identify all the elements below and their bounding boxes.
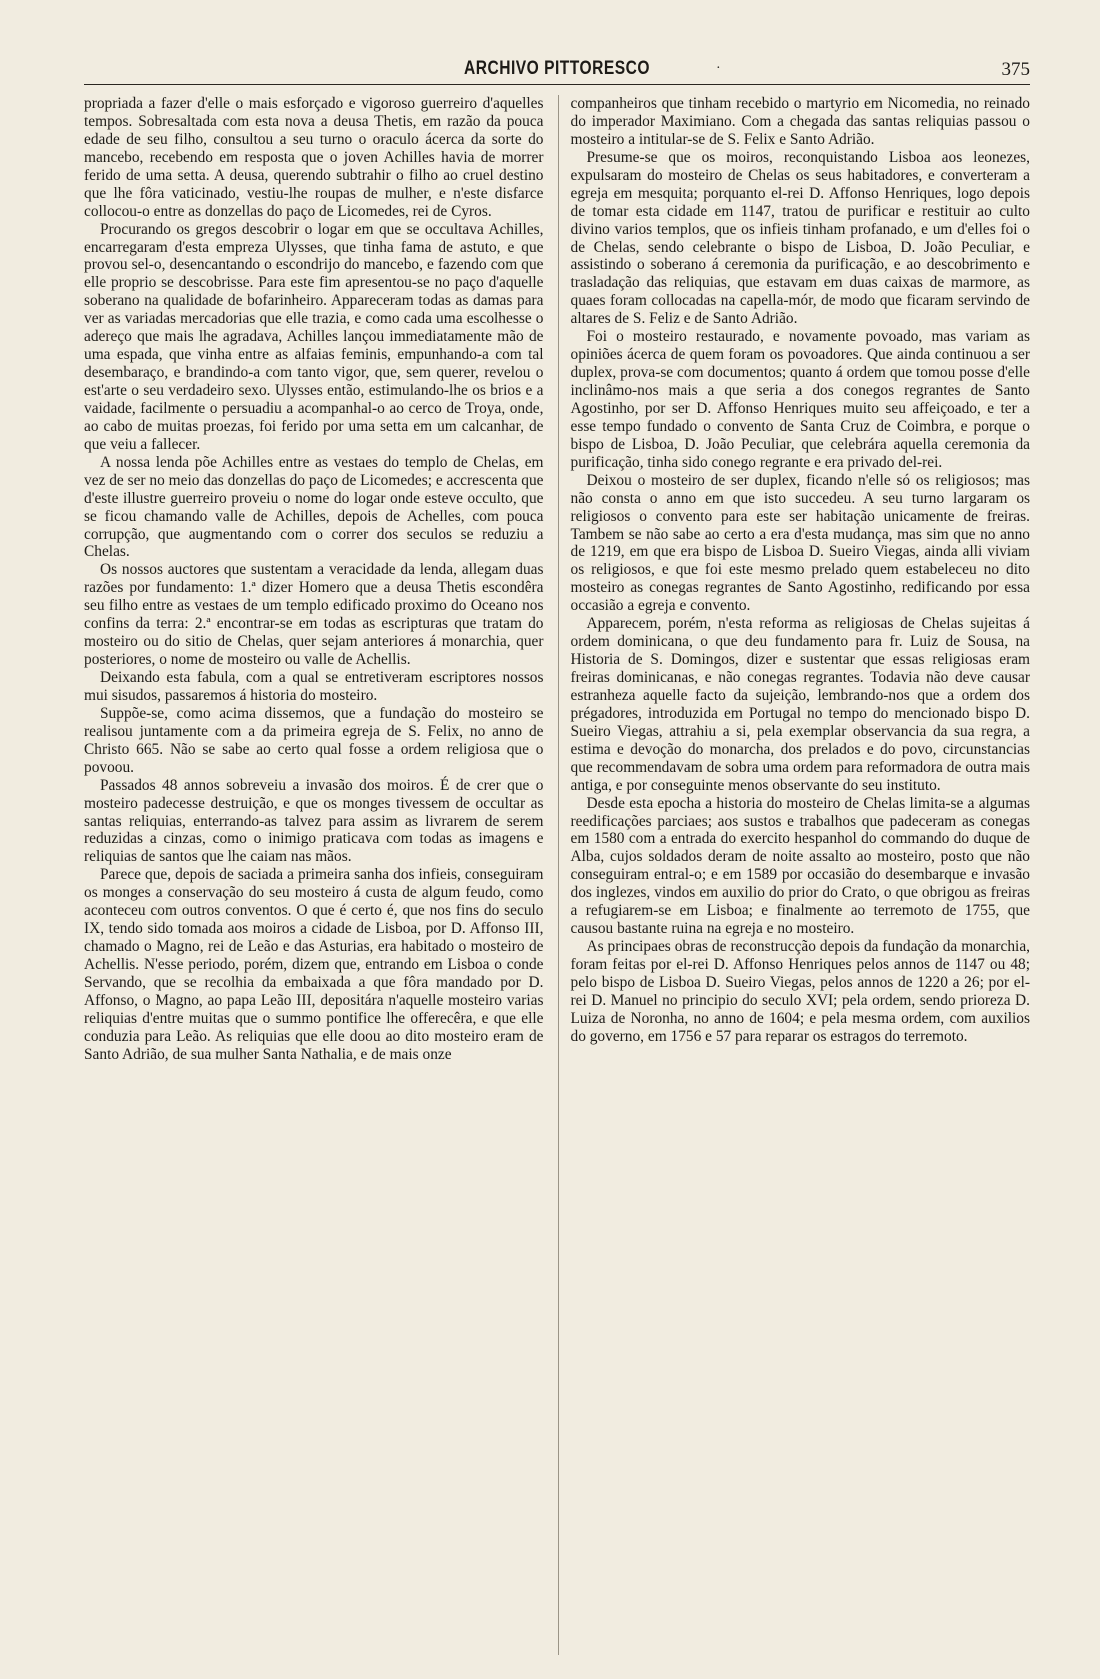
running-title: ARCHIVO PITTORESCO bbox=[463, 58, 651, 79]
paragraph: Deixando esta fabula, com a qual se entretiveram escriptores nossos mui sisudos, passaremos á historia do mosteiro. bbox=[84, 669, 544, 704]
paragraph: Os nossos auctores que sustentam a veracidade da lenda, allegam duas razões por fundamento: 1.ª dizer Homero que a deusa Thetis escondêra seu filho entre as vestaes de um templo edificado proximo do Oceano nos confins da terra: 2.ª encontrar-se em todas as escripturas que tratam do mosteiro ou do sitio de Chelas, quer sejam anteriores á monarchia, quer posteriores, o nome de mosteiro ou valle de Achellis. bbox=[84, 561, 544, 669]
running-header bbox=[84, 58, 1030, 85]
paragraph: As principaes obras de reconstrucção depois da fundação da monarchia, foram feitas por el-rei D. Affonso Henriques pelos annos de 1147 ou 48; pelo bispo de Lisboa D. Sueiro Viegas, pelos annos de 1220 a 26; por el-rei D. Manuel no principio do seculo XVI; pela ordem, sendo prioreza D. Luiza de Noronha, no anno de 1604; e pela mesma ordem, com auxilios do governo, em 1756 e 57 para reparar os estragos do terremoto. bbox=[570, 938, 1030, 1045]
paragraph: Presume-se que os moiros, reconquistando Lisboa aos leonezes, expulsaram do mosteiro de Chelas os seus habitadores, e converteram a egreja em mesquita; porquanto el-rei D. Affonso Henriques, logo depois de tomar esta cidade em 1147, tratou de purificar e restituir ao culto divino varios templos, que os infieis tinham profanado, e um d'elles foi o de Chelas, sendo celebrante o bispo de Lisboa, D. João Peculiar, e assistindo o soberano á ceremonia da purificação, e ao descobrimento e trasladação das reliquias, que estavam em duas caixas de marmore, as quaes foram collocadas na capella-mór, de modo que ficaram servindo de altares de S. Feliz e de Santo Adrião. bbox=[570, 148, 1030, 328]
page-number: 375 bbox=[1001, 59, 1030, 80]
paragraph: Desde esta epocha a historia do mosteiro de Chelas limita-se a algumas reedificações parciaes; aos sustos e trabalhos que padeceram as conegas em 1580 com a entrada do exercito hespanhol do commando do duque de Alba, cujos soldados deram de noite assalto ao mosteiro, posto que não conseguiram entral-o; e em 1589 por occasião do desembarque e invasão dos inglezes, vindos em auxilio do prior do Crato, o que obrigou as freiras a refugiarem-se em Lisboa; e finalmente ao terremoto de 1755, que causou bastante ruina na egreja e no mosteiro. bbox=[570, 794, 1030, 938]
paragraph: Apparecem, porém, n'esta reforma as religiosas de Chelas sujeitas á ordem dominicana, o que deu fundamento para fr. Luiz de Sousa, na Historia de S. Domingos, dizer e sustentar que essas religiosas eram freiras dominicanas, e não conegas regrantes. Todavia não deve causar estranheza aquelle facto da sujeição, lembrando-nos que a ordem dos prégadores, introduzida em Portugal no tempo do mencionado bispo D. Sueiro Viegas, attrahiu a si, pela exemplar observancia da sua regra, a estima e devoção do monarcha, dos prelados e do povo, circunstancias que recommendavam de sobra uma ordem para reformadora de outra mais antiga, e por conseguinte menos observante do seu instituto. bbox=[570, 615, 1030, 794]
paragraph: A nossa lenda põe Achilles entre as vestaes do templo de Chelas, em vez de ser no meio das donzellas do paço de Licomedes; e accrescenta que d'este illustre guerreiro proveiu o nome do logar onde esteve occulto, que se ficou chamando valle de Achilles, depois de Achelles, com pouca corrupção, que augmentando com o correr dos seculos se reduziu a Chelas. bbox=[84, 453, 544, 561]
paragraph: companheiros que tinham recebido o martyrio em Nicomedia, no reinado do imperador Maximiano. Com a chegada das santas reliquias passou o mosteiro a intitular-se de S. Felix e Santo Adrião. bbox=[570, 95, 1030, 148]
paragraph: Passados 48 annos sobreveiu a invasão dos moiros. É de crer que o mosteiro padecesse destruição, e que os monges tivessem de occultar as santas reliquias, enterrando-as talvez para assim as livrarem de serem reduzidas a cinzas, como o inimigo praticava com todas as imagens e reliquias de santos que lhe caiam nas mãos. bbox=[84, 776, 544, 866]
header-separator: · bbox=[716, 61, 721, 76]
right-column bbox=[558, 95, 1031, 1655]
paragraph: Deixou o mosteiro de ser duplex, ficando n'elle só os religiosos; mas não consta o anno em que isto succedeu. A seu turno largaram os religiosos o convento para este ser habitação unicamente de freiras. Tambem se não sabe ao certo a era d'esta mudança, mas sim que no anno de 1219, em que era bispo de Lisboa D. Sueiro Viegas, ainda alli viviam os religiosos, e que foi este mesmo prelado quem estabeleceu no dito mosteiro as conegas regrantes de Santo Agostinho, redificando por essa occasião a egreja e convento. bbox=[570, 471, 1030, 615]
left-column bbox=[84, 95, 544, 1655]
paragraph: propriada a fazer d'elle o mais esforçado e vigoroso guerreiro d'aquelles tempos. Sobresaltada com esta nova a deusa Thetis, em razão da pouca edade de seu filho, consultou a seu turno o oraculo ácerca da sorte do mancebo, recebendo em resposta que o joven Achilles havia de morrer ferido de uma setta. A deusa, querendo subtrahir o filho ao cruel destino que lhe fôra vaticinado, vestiu-lhe roupas de mulher, e n'este disfarce collocou-o entre as donzellas do paço de Licomedes, rei de Cyros. bbox=[84, 95, 544, 220]
paragraph: Procurando os gregos descobrir o logar em que se occultava Achilles, encarregaram d'esta empreza Ulysses, que tinha fama de astuto, e que provou sel-o, desencantando o escondrijo do mancebo, e fazendo com que elle proprio se descobrisse. Para este fim apresentou-se no paço d'aquelle soberano na qualidade de bofarinheiro. Appareceram todas as damas para ver as variadas mercadorias que elle trazia, e como cada uma escolhesse o adereço que mais lhe agradava, Achilles lançou immediatamente mão de uma espada, que vinha entre as alfaias feminis, empunhando-a com tal desembaraço, e brandindo-a com tanto vigor, que, sem querer, revelou o est'arte o seu verdadeiro sexo. Ulysses então, estimulando-lhe os brios e a vaidade, facilmente o persuadiu a acompanhal-o ao cerco de Troya, onde, ao cabo de muitas proezas, foi ferido por uma setta em um calcanhar, de que veiu a fallecer. bbox=[84, 220, 544, 453]
paragraph: Parece que, depois de saciada a primeira sanha dos infieis, conseguiram os monges a conservação do seu mosteiro á custa de algum feudo, como aconteceu com outros conventos. O que é certo é, que nos fins do seculo IX, tendo sido tomada aos moiros a cidade de Lisboa, por D. Affonso III, chamado o Magno, rei de Leão e das Asturias, era habitado o mosteiro de Achellis. N'esse periodo, porém, dizem que, entrando em Lisboa o conde Servando, que se recolhia da embaixada a que fôra mandado por D. Affonso, o Magno, ao papa Leão III, depositára n'aquelle mosteiro varias reliquias d'entre muitas que o summo pontifice lhe offerecêra, e que elle conduzia para Leão. As reliquias que elle doou ao dito mosteiro eram de Santo Adrião, de sua mulher Santa Nathalia, e de mais onze bbox=[84, 866, 544, 1063]
paragraph: Foi o mosteiro restaurado, e novamente povoado, mas variam as opiniões ácerca de quem foram os povoadores. Que ainda continuou a ser duplex, prova-se com documentos; quanto á ordem que tomou posse d'elle inclinâmo-nos mais a que seria a dos conegos regrantes de Santo Agostinho, por ser D. Affonso Henriques muito seu affeiçoado, e ter a esse tempo fundado o convento de Santa Cruz de Coimbra, e porque o bispo de Lisboa, D. João Peculiar, que celebrára aquella ceremonia da purificação, tinha sido conego regrante e era privado del-rei. bbox=[570, 328, 1030, 471]
text-columns bbox=[84, 95, 1030, 1655]
paragraph: Suppõe-se, como acima dissemos, que a fundação do mosteiro se realisou juntamente com a da primeira egreja de S. Felix, no anno de Christo 665. Não se sabe ao certo qual fosse a ordem religiosa que o povoou. bbox=[84, 704, 544, 776]
